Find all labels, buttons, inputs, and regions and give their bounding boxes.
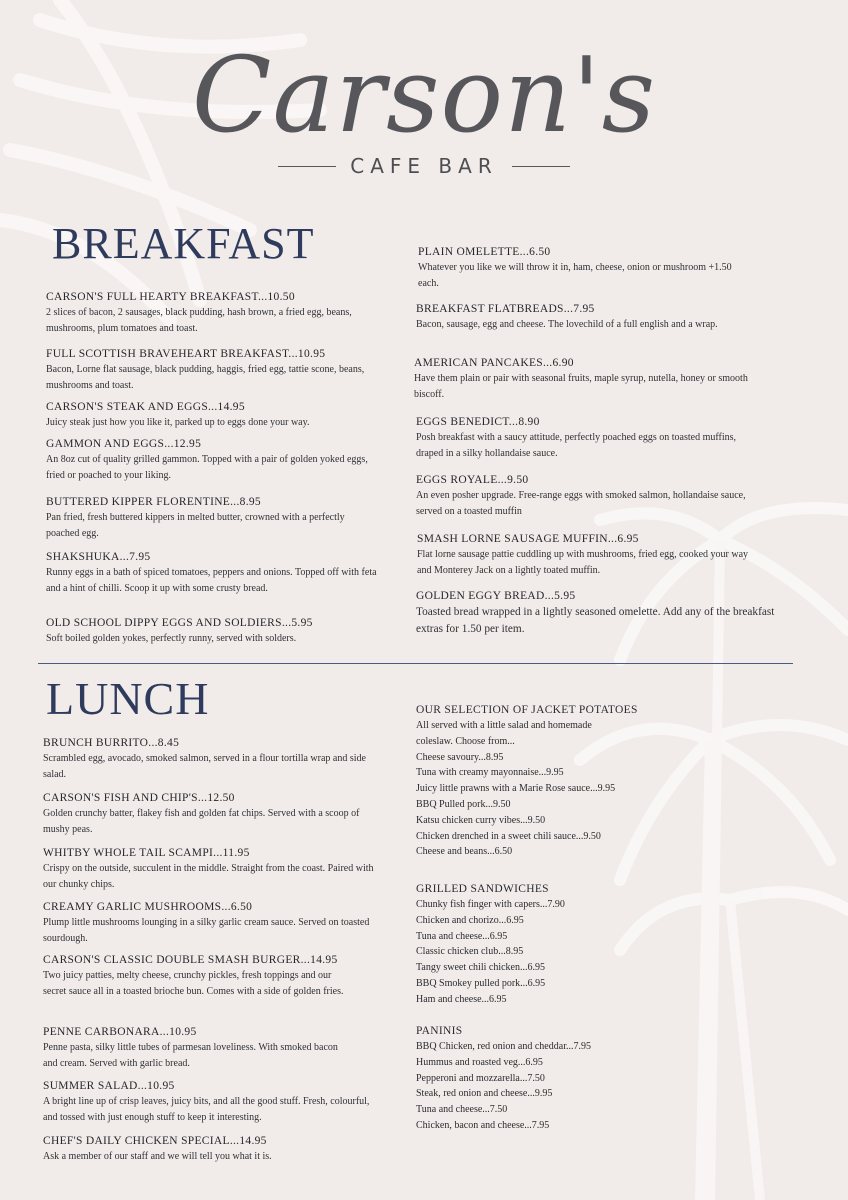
logo-subtitle-text: CAFE BAR: [350, 154, 498, 178]
item-name: GAMMON AND EGGS...12.95: [46, 438, 202, 450]
item-name: CREAMY GARLIC MUSHROOMS...6.50: [43, 901, 253, 913]
list-item: Chunky fish finger with capers...7.90: [416, 899, 565, 910]
breakfast-item: [418, 244, 738, 292]
logo-rule-right: [512, 166, 570, 167]
list-item: Tangy sweet chili chicken...6.95: [416, 962, 545, 974]
item-name: CARSON'S STEAK AND EGGS...14.95: [46, 401, 245, 413]
breakfast-item: [46, 346, 386, 394]
list-item: Cheese and beans...6.50: [416, 846, 513, 858]
breakfast-item: [416, 414, 756, 462]
item-name: GOLDEN EGGY BREAD...5.95: [416, 590, 576, 602]
list-item: BBQ Smokey pulled pork...6.95: [416, 977, 546, 989]
item-name: FULL SCOTTISH BRAVEHEART BREAKFAST...10.95: [46, 348, 326, 360]
item-desc: Scrambled egg, avocado, smoked salmon, served in a flour tortilla wrap and side salad.: [43, 753, 366, 780]
list-heading: PANINIS: [416, 1025, 463, 1037]
item-desc: Soft boiled golden yokes, perfectly runny, served with solders.: [46, 633, 297, 644]
lunch-item: [43, 1133, 383, 1165]
list-item: Katsu chicken curry vibes...9.50: [416, 814, 546, 826]
item-name: PENNE CARBONARA...10.95: [43, 1026, 197, 1038]
lunch-item: [43, 790, 383, 838]
list-item: Juicy little prawns with a Marie Rose sauce...9.95: [416, 783, 616, 795]
list-heading: GRILLED SANDWICHES: [416, 883, 549, 895]
lunch-item: [43, 845, 383, 893]
list-item: Ham and cheese...6.95: [416, 993, 507, 1005]
item-name: AMERICAN PANCAKES...6.90: [414, 357, 574, 369]
list-item: Chicken and chorizo...6.95: [416, 914, 524, 926]
breakfast-item: [46, 436, 386, 484]
item-name: BUTTERED KIPPER FLORENTINE...8.95: [46, 496, 261, 508]
breakfast-item: [417, 531, 757, 579]
breakfast-item: [46, 615, 386, 647]
list-item: Hummus and roasted veg...6.95: [416, 1056, 543, 1068]
item-desc: Crispy on the outside, succulent in the middle. Straight from the coast. Paired with our chunky chips.: [43, 863, 374, 890]
item-name: EGGS ROYALE...9.50: [416, 474, 529, 486]
breakfast-item: [416, 472, 756, 520]
item-desc: Ask a member of our staff and we will tell you what it is.: [43, 1151, 272, 1162]
breakfast-item: [46, 399, 386, 431]
item-desc: Bacon, sausage, egg and cheese. The lovechild of a full english and a wrap.: [416, 319, 718, 330]
item-desc: 2 slices of bacon, 2 sausages, black pudding, hash brown, a fried egg, beans, mushrooms, plum tomatoes and toast.: [46, 307, 352, 334]
item-desc: Pan fried, fresh buttered kippers in melted butter, crowned with a perfectly poached egg.: [46, 512, 345, 539]
item-name: CHEF'S DAILY CHICKEN SPECIAL...14.95: [43, 1135, 267, 1147]
item-desc: Juicy steak just how you like it, parked up to eggs done your way.: [46, 417, 310, 428]
lunch-item: [43, 899, 383, 947]
item-desc: Have them plain or pair with seasonal fruits, maple syrup, nutella, honey or smooth biscoff.: [414, 373, 748, 400]
item-desc: Penne pasta, silky little tubes of parmesan loveliness. With smoked bacon and cream. Served with garlic bread.: [43, 1042, 338, 1069]
lunch-item: [43, 735, 383, 783]
lunch-item: [43, 1024, 343, 1072]
item-desc: Bacon, Lorne flat sausage, black pudding, haggis, fried egg, tattie scone, beans, mushrooms and toast.: [46, 364, 365, 391]
item-name: CARSON'S FULL HEARTY BREAKFAST...10.50: [46, 291, 295, 303]
section-divider: [38, 663, 793, 664]
breakfast-item: [416, 588, 776, 638]
item-name: PLAIN OMELETTE...6.50: [418, 246, 551, 258]
logo: [0, 34, 848, 178]
breakfast-item: [414, 355, 754, 403]
item-desc: An even posher upgrade. Free-range eggs with smoked salmon, hollandaise sauce, served on a toasted muffin: [416, 490, 746, 517]
list-item: BBQ Chicken, red onion and cheddar...7.95: [416, 1041, 591, 1052]
breakfast-item: [46, 494, 346, 542]
logo-rule-left: [278, 166, 336, 167]
list-item: Steak, red onion and cheese...9.95: [416, 1088, 553, 1100]
item-desc: Two juicy patties, melty cheese, crunchy pickles, fresh toppings and our secret sauce all in a toasted brioche bun. Comes with a side of golden fries.: [43, 970, 344, 997]
item-name: SMASH LORNE SAUSAGE MUFFIN...6.95: [417, 533, 639, 545]
paninis-list: [416, 1023, 676, 1134]
list-item: Chicken drenched in a sweet chili sauce...9.50: [416, 830, 601, 842]
list-item: Tuna with creamy mayonnaise...9.95: [416, 767, 564, 779]
item-desc: Flat lorne sausage pattie cuddling up with mushrooms, fried egg, cooked your way and Monterey Jack on a lightly toated muffin.: [417, 549, 749, 576]
lunch-item: [43, 1078, 383, 1126]
item-desc: Posh breakfast with a saucy attitude, perfectly poached eggs on toasted muffins, draped in a silky hollandaise sauce.: [416, 432, 737, 459]
item-name: OLD SCHOOL DIPPY EGGS AND SOLDIERS...5.95: [46, 617, 313, 629]
breakfast-item: [46, 549, 386, 597]
list-item: Pepperoni and mozzarella...7.50: [416, 1072, 545, 1084]
list-item: Tuna and cheese...6.95: [416, 930, 508, 942]
list-item: All served with a little salad and homemade: [416, 720, 592, 731]
item-desc: A bright line up of crisp leaves, juicy bits, and all the good stuff. Fresh, colourful, and tossed with just enough stuff to keep it interesting.: [43, 1096, 370, 1123]
lunch-item: [43, 952, 353, 1000]
breakfast-title: BREAKFAST: [52, 219, 315, 268]
item-desc: Plump little mushrooms lounging in a silky garlic cream sauce. Served on toasted sourdough.: [43, 917, 370, 944]
item-name: CARSON'S FISH AND CHIP'S...12.50: [43, 792, 235, 804]
item-desc: Golden crunchy batter, flakey fish and golden fat chips. Served with a scoop of mushy peas.: [43, 808, 360, 835]
list-item: Chicken, bacon and cheese...7.95: [416, 1119, 550, 1131]
list-item: coleslaw. Choose from...: [416, 735, 515, 747]
item-name: WHITBY WHOLE TAIL SCAMPI...11.95: [43, 847, 250, 859]
item-name: SHAKSHUKA...7.95: [46, 551, 151, 563]
item-desc: Toasted bread wrapped in a lightly seasoned omelette. Add any of the breakfast extras for 1.50 per item.: [416, 606, 775, 635]
jacket-potatoes-list: [416, 702, 676, 860]
breakfast-item: [46, 289, 386, 337]
list-item: Cheese savoury...8.95: [416, 751, 504, 763]
item-desc: Whatever you like we will throw it in, ham, cheese, onion or mushroom +1.50 each.: [418, 262, 732, 289]
item-name: CARSON'S CLASSIC DOUBLE SMASH BURGER...14.95: [43, 954, 338, 966]
list-item: BBQ Pulled pork...9.50: [416, 798, 511, 810]
logo-script-text: Carson's: [191, 34, 657, 156]
item-name: BRUNCH BURRITO...8.45: [43, 737, 180, 749]
item-name: BREAKFAST FLATBREADS...7.95: [416, 303, 595, 315]
item-desc: An 8oz cut of quality grilled gammon. Topped with a pair of golden yoked eggs, fried or poached to your liking.: [46, 454, 368, 481]
list-heading: OUR SELECTION OF JACKET POTATOES: [416, 704, 638, 716]
breakfast-item: [416, 301, 746, 333]
list-item: Tuna and cheese...7.50: [416, 1104, 508, 1116]
list-item: Classic chicken club...8.95: [416, 946, 524, 958]
lunch-title: LUNCH: [46, 673, 210, 724]
logo-subtitle: [0, 154, 848, 178]
item-desc: Runny eggs in a bath of spiced tomatoes, peppers and onions. Topped off with feta and a hint of chilli. Scoop it up with some crusty bread.: [46, 567, 377, 594]
item-name: SUMMER SALAD...10.95: [43, 1080, 175, 1092]
grilled-sandwiches-list: [416, 881, 676, 1008]
item-name: EGGS BENEDICT...8.90: [416, 416, 540, 428]
